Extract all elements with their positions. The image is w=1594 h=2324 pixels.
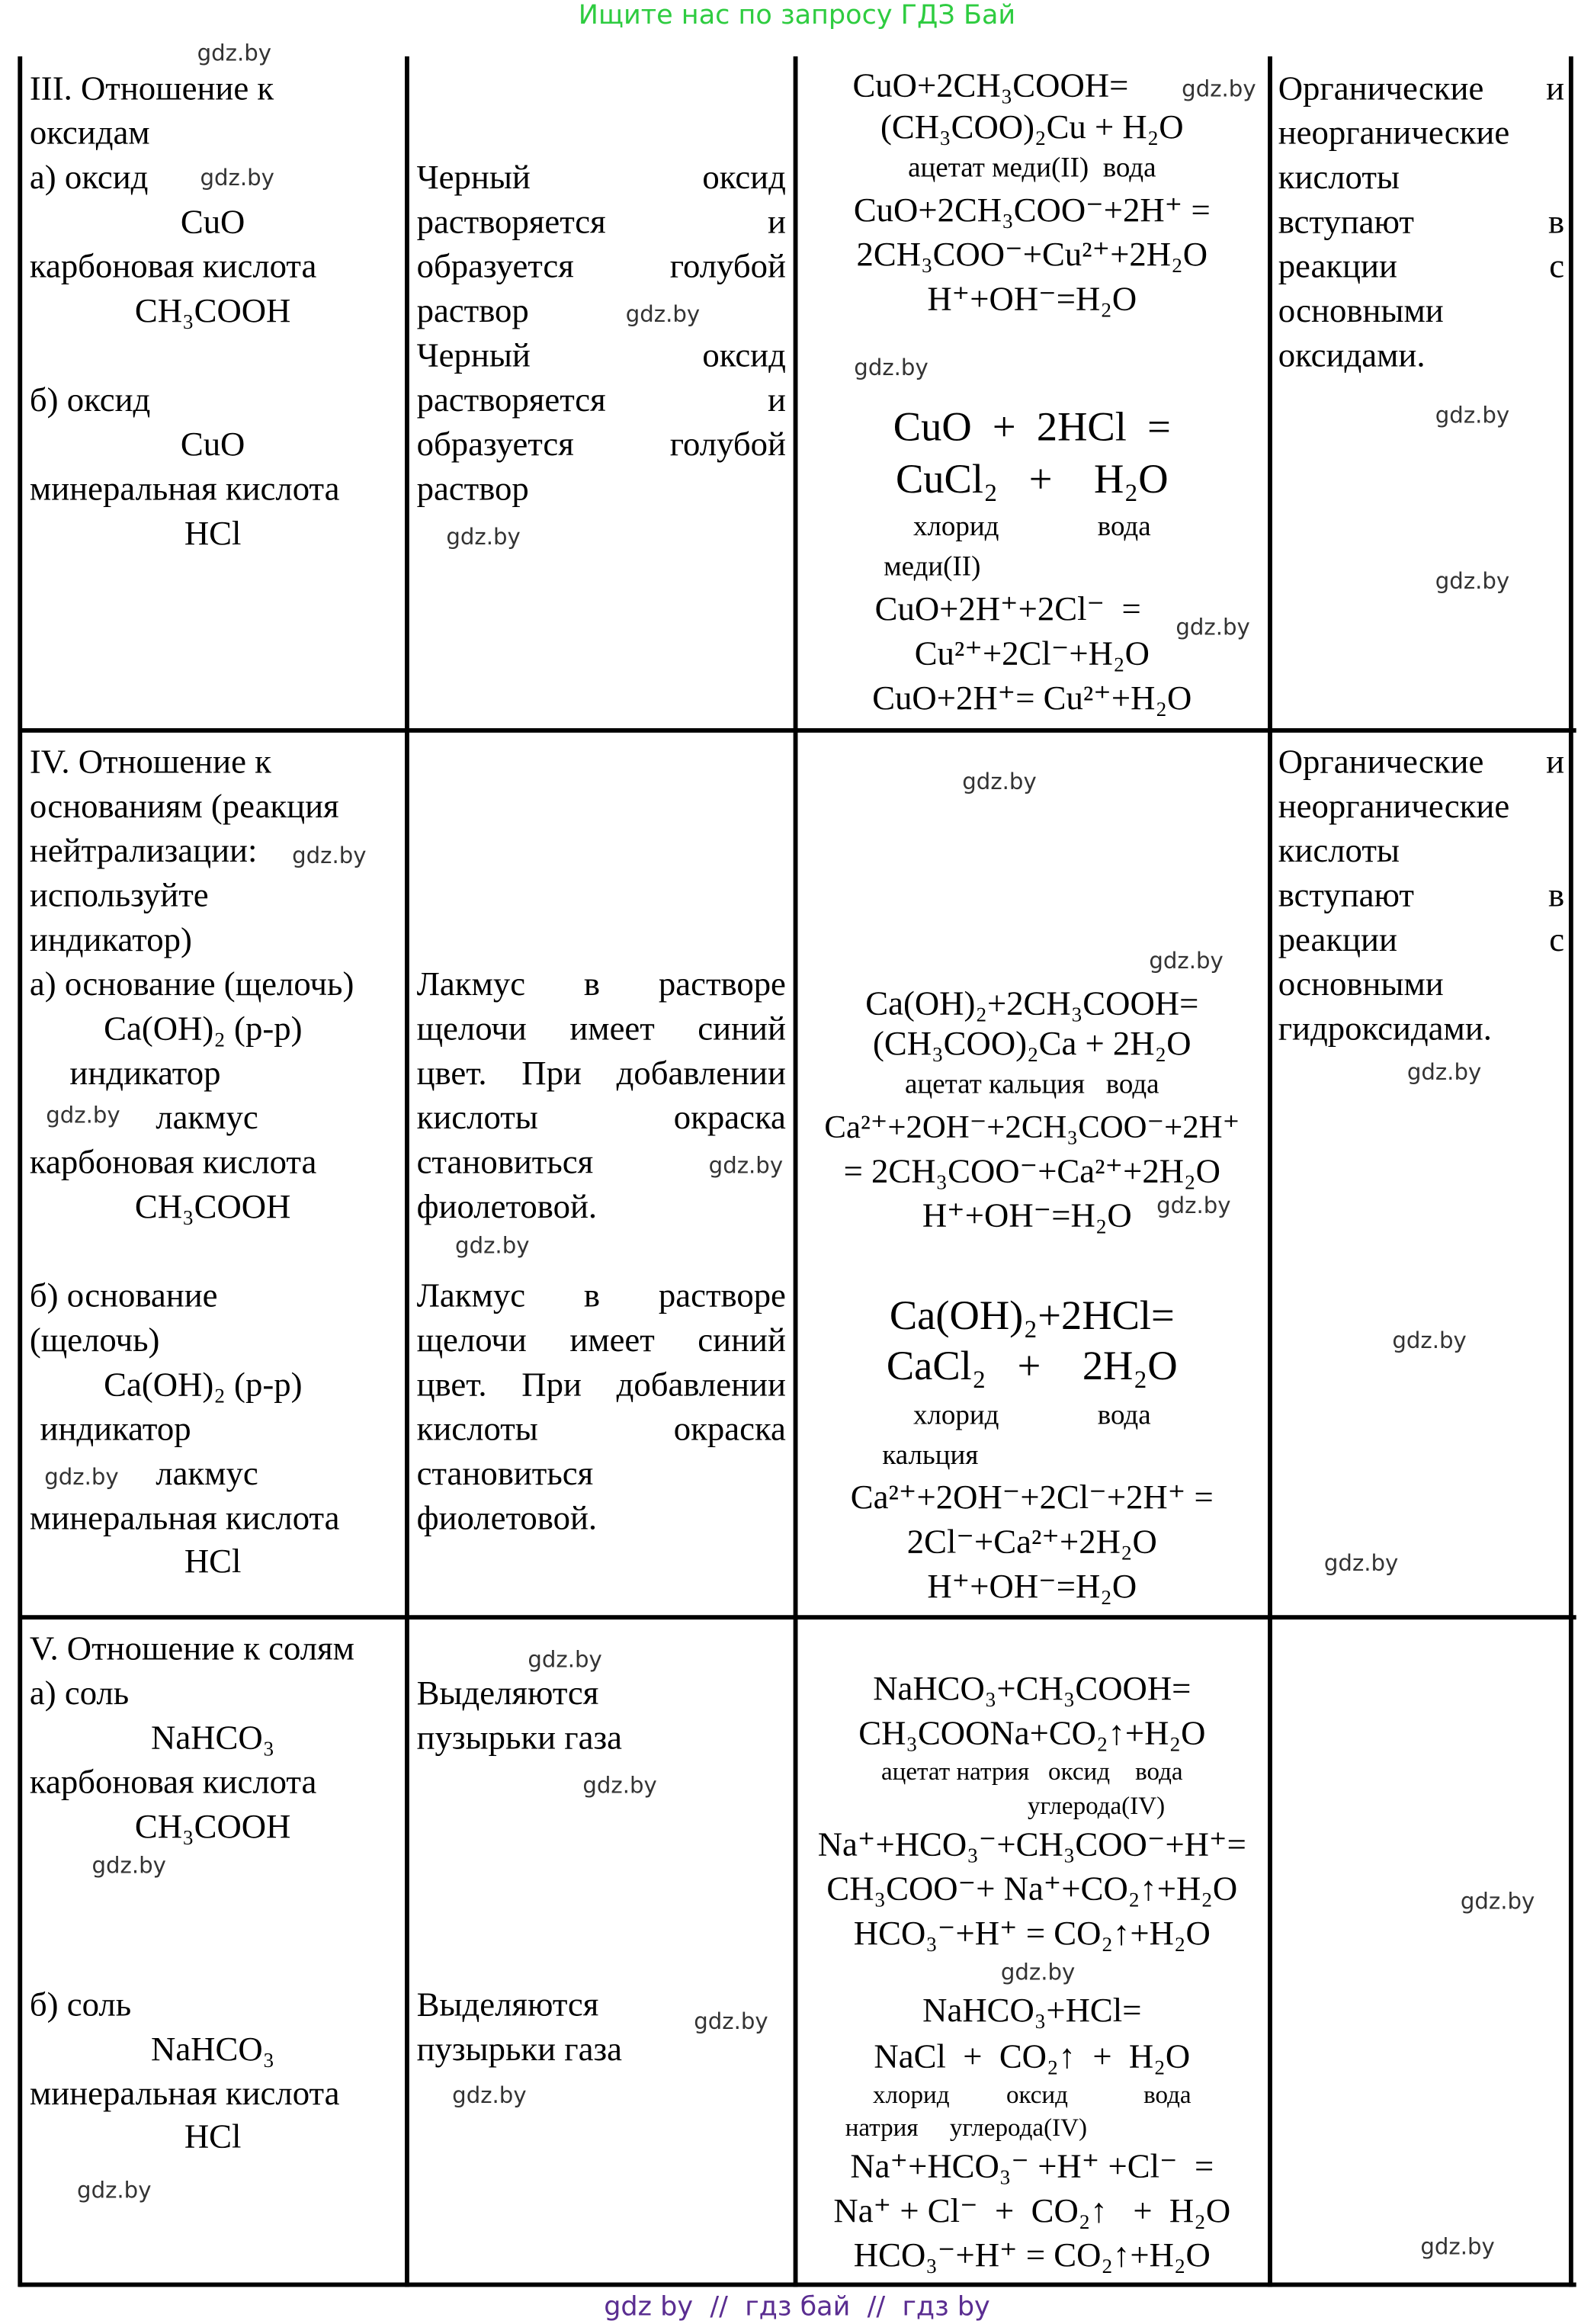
cell-text: кислоты окраска [416,1099,786,1136]
cell-text: б) оксид [29,380,151,419]
equation: Ca(OH)₂+2HCl= [889,1293,1175,1340]
equation: H⁺+OH⁻=H₂O [927,280,1137,318]
cell-text: индикатор [40,1410,191,1448]
watermark: gdz.by [1182,75,1256,103]
equation: 2Cl⁻+Ca²⁺+2H₂O [906,1523,1157,1561]
equation-label: ацетат натрия оксид вода [881,1757,1183,1786]
watermark: gdz.by [446,523,521,551]
cell-text: раствор [416,470,529,508]
table-border-left [18,56,22,2287]
equation: Cu²⁺+2Cl⁻+H₂O [914,634,1150,672]
cell-text: б) соль [29,1985,132,2024]
watermark: gdz.by [1406,1058,1482,1086]
equation: Ca(OH)₂+2CH₃COOH= [865,984,1199,1022]
watermark: gdz.by [962,768,1037,795]
equation-label: кальция [882,1440,979,1472]
cell-text: (щелочь) [29,1321,160,1359]
equation: Ca²⁺+2OH⁻+2CH₃COO⁻+2H⁺ [824,1108,1240,1145]
cell-text: кислоты [1278,159,1400,196]
cell-text: Органические и [1278,69,1565,108]
cell-text: Черный оксид [416,336,786,374]
watermark: gdz.by [1460,1888,1535,1915]
cell-text: Выделяются [416,1674,599,1712]
watermark: gdz.by [708,1152,784,1180]
cell-text: нейтрализации: [29,832,258,869]
table-border-right [1569,56,1573,2287]
column-divider [405,56,409,2287]
equation: HCO₃⁻+H⁺ = CO₂↑+H₂O [853,1915,1211,1952]
cell-text: реакции с [1278,247,1565,285]
watermark: gdz.by [625,300,701,328]
cell-text: щелочи имеет синий [416,1010,786,1048]
cell-text: оксидами. [1278,336,1426,374]
watermark: gdz.by [91,1852,166,1879]
cell-text: минеральная кислота [29,2075,340,2112]
cell-text: вступают в [1278,876,1565,914]
watermark: gdz.by [1156,1192,1231,1219]
cell-text: а) оксид [29,159,149,196]
cell-text: карбоновая кислота [29,1763,317,1801]
cell-text: карбоновая кислота [29,247,317,285]
equation: H⁺+OH⁻=H₂O [922,1196,1132,1234]
watermark: gdz.by [455,1232,530,1260]
watermark: gdz.by [1435,567,1510,595]
watermark: gdz.by [200,164,274,191]
equation: 2CH₃COO⁻+Cu²⁺+2H₂O [856,236,1208,273]
cell-text: а) основание (щелочь) [29,965,354,1003]
cell-text: а) соль [29,1674,130,1712]
equation-label: ацетат меди(II) вода [908,152,1156,185]
equation: = 2CH₃COO⁻+Ca²⁺+2H₂O [843,1152,1220,1189]
equation: CH₃COO⁻+ Na⁺+CO₂↑+H₂O [826,1870,1238,1908]
equation: NaCl + CO₂↑ + H₂O [874,2037,1191,2075]
cell-text: Органические и [1278,743,1565,781]
cell-text: оксидам [29,114,150,152]
watermark: gdz.by [1000,1959,1076,1986]
watermark: gdz.by [1175,614,1250,641]
cell-text: кислоты [1278,832,1400,869]
equation: CuO+2CH₃COO⁻+2H⁺ = [853,191,1211,229]
watermark: gdz.by [1420,2233,1495,2261]
equation: CuO+2CH₃COOH= [852,66,1129,104]
equation: CuCl₂ + H₂O [895,457,1169,503]
equation-label: хлорид оксид вода [872,2081,1191,2109]
watermark: gdz.by [1149,947,1224,974]
table-border-bottom [19,2283,1576,2287]
equation: CaCl₂ + 2H₂O [886,1343,1178,1390]
cell-text: неорганические [1278,114,1510,152]
equation: CH₃COONa+CO₂↑+H₂O [858,1714,1206,1752]
cell-text: неорганические [1278,787,1510,825]
equation-label: углерода(IV) [1027,1791,1166,1820]
cell-text: минеральная кислота [29,1499,340,1537]
cell-text: цвет. При добавлении [416,1366,786,1404]
cell-text: гидроксидами. [1278,1010,1492,1048]
equation: NaHCO₃+HCl= [922,1992,1142,2029]
watermark: gdz.by [528,1646,602,1674]
cell-text: индикатор) [29,920,192,958]
cell-text: CuO [180,425,245,463]
equation: CuO + 2HCl = [893,405,1171,451]
cell-text: Выделяются [416,1985,599,2024]
cell-text: образуется голубой [416,425,786,463]
equation-label: ацетат кальция вода [905,1069,1159,1101]
equation: CuO+2H⁺= Cu²⁺+H₂O [872,679,1192,717]
cell-text: раствор [416,292,529,329]
cell-text: б) основание [29,1276,218,1314]
equation: (CH₃COO)₂Ca + 2H₂O [873,1025,1191,1062]
cell-text: становиться [416,1143,594,1181]
cell-text: CuO [180,203,245,241]
cell-text: Черный оксид [416,159,786,196]
cell-text: HCl [184,514,242,552]
cell-text: образуется голубой [416,247,786,285]
equation: Na⁺+HCO₃⁻ +H⁺ +Cl⁻ = [850,2147,1214,2185]
cell-text: Лакмус в растворе [416,965,786,1003]
cell-text: пузырьки газа [416,2030,623,2068]
cell-text: карбоновая кислота [29,1143,317,1181]
equation: Ca²⁺+2OH⁻+2Cl⁻+2H⁺ = [850,1478,1214,1516]
equation-label: хлорид вода [912,1400,1151,1432]
watermark: gdz.by [452,2082,527,2109]
watermark: gdz.by [1392,1327,1467,1354]
equation-label: меди(II) [884,551,981,583]
watermark: gdz.by [292,842,367,869]
row-divider [19,728,1576,733]
cell-text: CH₃COOH [134,292,291,329]
cell-text: CH₃COOH [134,1188,291,1225]
cell-text: IV. Отношение к [29,743,271,781]
equation-label: хлорид вода [912,512,1151,543]
watermark: gdz.by [1435,402,1510,429]
cell-text: NaHCO₃ [151,2030,275,2068]
watermark: gdz.by [694,2008,768,2035]
equation: H⁺+OH⁻=H₂O [927,1567,1137,1605]
cell-text: NaHCO₃ [151,1719,275,1757]
equation: CuO+2H⁺+2Cl⁻ = [874,590,1141,628]
cell-text: лакмус [156,1099,258,1136]
cell-text: реакции с [1278,920,1565,958]
watermark: gdz.by [44,1463,119,1491]
equation-label: натрия углерода(IV) [845,2113,1088,2142]
watermark: gdz.by [77,2177,152,2204]
top-banner[interactable]: Ищите нас по запросу ГДЗ Бай [578,0,1016,31]
cell-text: Ca(OH)₂ (р-р) [104,1010,303,1048]
cell-text: пузырьки газа [416,1719,623,1757]
cell-text: минеральная кислота [29,470,340,508]
cell-text: вступают в [1278,203,1565,241]
cell-text: HCl [184,2117,242,2155]
watermark: gdz.by [854,354,928,381]
cell-text: основаниям (реакция [29,787,339,825]
cell-text: Ca(OH)₂ (р-р) [104,1366,303,1404]
watermark: gdz.by [582,1772,657,1799]
cell-text: растворяется и [416,203,786,241]
cell-text: основными [1278,292,1444,329]
cell-text: V. Отношение к солям [29,1629,355,1668]
cell-text: Лакмус в растворе [416,1276,786,1314]
cell-text: III. Отношение к [29,69,274,108]
watermark: gdz.by [1323,1549,1399,1577]
cell-text: растворяется и [416,380,786,419]
cell-text: основными [1278,965,1444,1003]
cell-text: щелочи имеет синий [416,1321,786,1359]
cell-text: фиолетовой. [416,1499,598,1537]
cell-text: фиолетовой. [416,1188,598,1225]
column-divider [1268,56,1272,2287]
cell-text: лакмус [156,1455,258,1492]
equation: Na⁺ + Cl⁻ + CO₂↑ + H₂O [833,2191,1231,2229]
equation: HCO₃⁻+H⁺ = CO₂↑+H₂O [853,2236,1211,2274]
cell-text: CH₃COOH [134,1808,291,1845]
cell-text: становиться [416,1455,594,1492]
cell-text: используйте [29,876,209,914]
watermark: gdz.by [197,40,272,67]
bottom-banner[interactable]: gdz by // гдз бай // гдз by [604,2291,990,2323]
cell-text: HCl [184,1542,242,1580]
watermark: gdz.by [46,1102,120,1129]
cell-text: индикатор [69,1054,221,1092]
cell-text: цвет. При добавлении [416,1054,786,1092]
row-divider [19,1615,1576,1619]
equation: NaHCO₃+CH₃COOH= [873,1670,1191,1707]
equation: (CH₃COO)₂Cu + H₂O [880,108,1184,146]
equation: Na⁺+HCO₃⁻+CH₃COO⁻+H⁺= [817,1825,1246,1863]
cell-text: кислоты окраска [416,1410,786,1448]
